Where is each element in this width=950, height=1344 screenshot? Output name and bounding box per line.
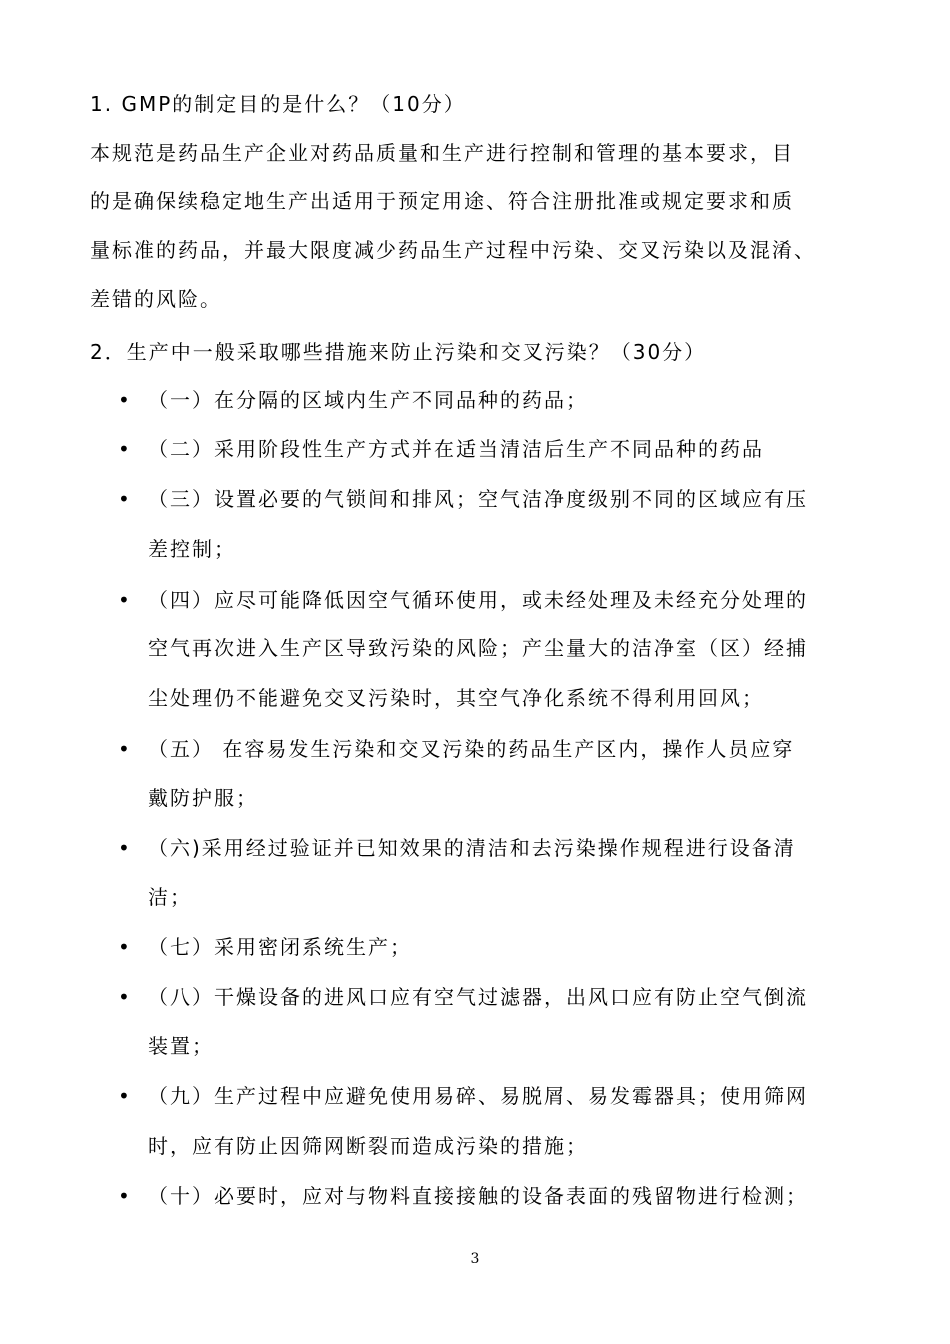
bullet-icon: • [118,737,130,761]
answer-1-line: 的是确保续稳定地生产出适用于预定用途、符合注册批准或规定要求和质 [90,189,794,213]
list-item: （四）应尽可能降低因空气循环使用，或未经处理及未经充分处理的 [148,588,808,612]
question-1-title: 1. GMP的制定目的是什么？（10分） [90,92,466,116]
list-item: （十）必要时，应对与物料直接接触的设备表面的残留物进行检测； [148,1184,808,1208]
list-item-continuation: 戴防护服； [148,786,258,810]
bullet-icon: • [118,1184,130,1208]
bullet-icon: • [118,985,130,1009]
list-item: （七）采用密闭系统生产； [148,935,412,959]
bullet-icon: • [118,1084,130,1108]
list-item-continuation: 差控制； [148,537,236,561]
bullet-icon: • [118,437,130,461]
list-item: （九）生产过程中应避免使用易碎、易脱屑、易发霉器具；使用筛网 [148,1084,808,1108]
list-item: （三）设置必要的气锁间和排风；空气洁净度级别不同的区域应有压 [148,487,808,511]
list-item-continuation: 空气再次进入生产区导致污染的风险；产尘量大的洁净室（区）经捕 [148,636,808,660]
list-item: （二）采用阶段性生产方式并在适当清洁后生产不同品种的药品 [148,437,764,461]
answer-1-line: 本规范是药品生产企业对药品质量和生产进行控制和管理的基本要求，目 [90,141,794,165]
list-item: （八）干燥设备的进风口应有空气过滤器，出风口应有防止空气倒流 [148,985,808,1009]
list-item: （五） 在容易发生污染和交叉污染的药品生产区内，操作人员应穿 [148,737,795,761]
question-2-title: 2．生产中一般采取哪些措施来防止污染和交叉污染？（30分） [90,340,707,364]
list-item-continuation: 尘处理仍不能避免交叉污染时，其空气净化系统不得利用回风； [148,686,764,710]
bullet-icon: • [118,388,130,412]
list-item-continuation: 时，应有防止因筛网断裂而造成污染的措施； [148,1134,588,1158]
bullet-icon: • [118,588,130,612]
bullet-icon: • [118,487,130,511]
list-item-continuation: 洁； [148,885,192,909]
list-item: （六)采用经过验证并已知效果的清洁和去污染操作规程进行设备清 [148,836,796,860]
page-number: 3 [470,1251,480,1267]
list-item-continuation: 装置； [148,1034,214,1058]
list-item: （一）在分隔的区域内生产不同品种的药品； [148,388,588,412]
bullet-icon: • [118,935,130,959]
answer-1-line: 差错的风险。 [90,287,222,311]
bullet-icon: • [118,836,130,860]
answer-1-line: 量标准的药品，并最大限度减少药品生产过程中污染、交叉污染以及混淆、 [90,238,816,262]
